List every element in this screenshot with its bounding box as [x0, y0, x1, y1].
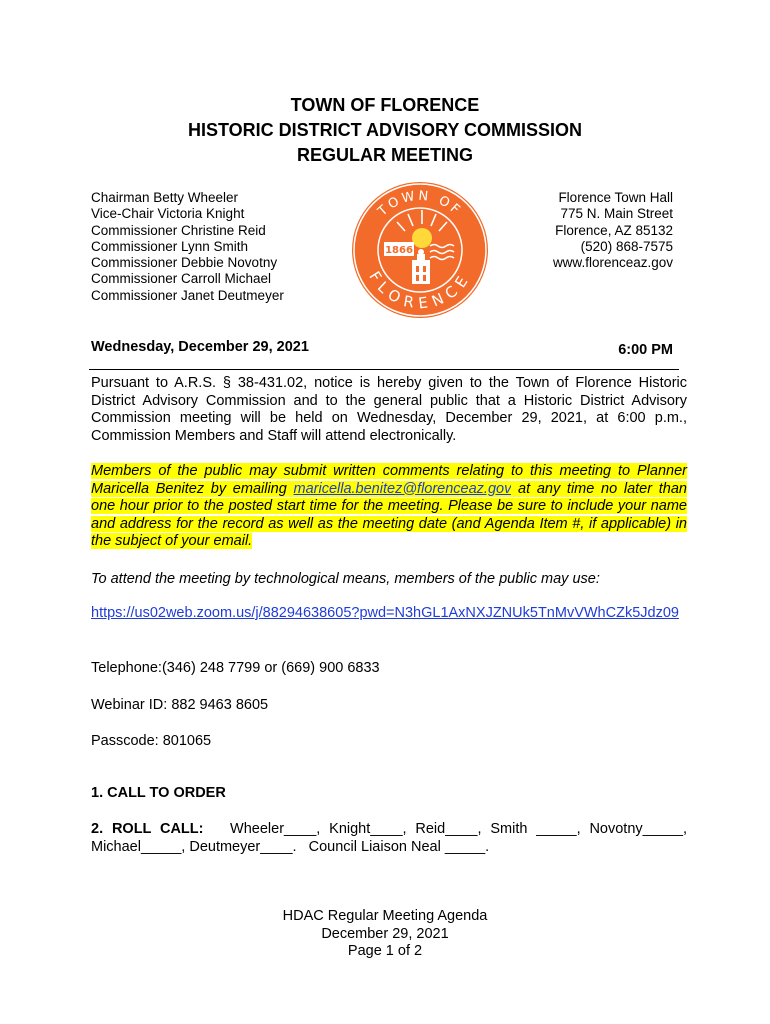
- agenda-item-roll-call: [91, 821, 692, 856]
- member-reid: Commissioner Christine Reid: [91, 222, 266, 238]
- svg-text:FLORENCE: FLORENCE: [365, 268, 475, 313]
- address-city: Florence, AZ 85132: [555, 222, 673, 238]
- doc-title-town: TOWN OF FLORENCE: [290, 95, 480, 115]
- svg-text:TOWN OF: TOWN OF: [375, 188, 465, 220]
- passcode: Passcode: 801065: [91, 733, 212, 749]
- member-michael: Commissioner Carroll Michael: [91, 271, 272, 287]
- meeting-date: Wednesday, December 29, 2021: [91, 339, 309, 355]
- address-website[interactable]: www.florenceaz.gov: [552, 255, 673, 271]
- address-name: Florence Town Hall: [558, 190, 673, 205]
- footer-page-number: Page 1 of 2: [347, 943, 423, 960]
- planner-email-link[interactable]: maricella.benitez@florenceaz.gov: [293, 480, 512, 497]
- doc-title-meeting: REGULAR MEETING: [296, 145, 473, 165]
- public-comment-text-before: Members of the public may submit written comments relating to this meeting to Planner Maricella Benitez by emailing: [91, 463, 687, 497]
- public-comment-text-after: at any time no later than one hour prior to the posted start time for the meeting. Please be sure to include your name and address for the record as well as the meeting date (and Agenda Item #, if applicable) in the subject of your email.: [91, 480, 687, 550]
- notice-paragraph: Pursuant to A.R.S. § 38-431.02, notice is hereby given to the Town of Florence Historic District Advisory Commission and to the general public that a Historic District Advisory Commission meeting will be held on Wednesday, December 29, 2021, at 6:00 p.m., Commission Members and Staff will attend electronically.: [91, 375, 687, 444]
- zoom-meeting-link[interactable]: https://us02web.zoom.us/j/88294638605?pwd=N3hGL1AxNXJZNUk5TnMvVWhCZk5Jdz09: [91, 605, 679, 621]
- attend-intro: To attend the meeting by technological means, members of the public may use:: [91, 571, 600, 587]
- agenda-item-call-to-order: 1. CALL TO ORDER: [91, 785, 226, 801]
- svg-text:1866: 1866: [385, 245, 413, 256]
- member-smith: Commissioner Lynn Smith: [91, 238, 249, 254]
- meeting-time: 6:00 PM: [618, 342, 673, 358]
- address-street: 775 N. Main Street: [560, 206, 673, 222]
- divider-rule: [89, 369, 679, 370]
- public-comment-paragraph: [91, 463, 687, 551]
- doc-title-commission: HISTORIC DISTRICT ADVISORY COMMISSION: [187, 120, 583, 140]
- footer-agenda-title: HDAC Regular Meeting Agenda: [282, 908, 488, 924]
- member-chairman: Chairman Betty Wheeler: [91, 190, 239, 205]
- member-novotny: Commissioner Debbie Novotny: [91, 255, 278, 271]
- commission-members: [91, 190, 284, 304]
- address-phone: (520) 868-7575: [580, 238, 673, 254]
- town-hall-address: [553, 190, 673, 271]
- telephone-numbers: Telephone:(346) 248 7799 or (669) 900 6833: [91, 660, 380, 676]
- member-deutmeyer: Commissioner Janet Deutmeyer: [91, 287, 284, 303]
- footer-date: December 29, 2021: [321, 925, 449, 942]
- roll-call-label: 2. ROLL CALL:: [91, 821, 204, 837]
- roll-call-names: Wheeler____, Knight____, Reid____, Smith _____, Novotny_____, Michael_____, Deutmeyer____. Council Liaison Neal _____.: [91, 821, 692, 855]
- webinar-id: Webinar ID: 882 9463 8605: [91, 697, 269, 713]
- footer: [0, 908, 770, 961]
- town-seal-logo: [350, 180, 490, 325]
- member-vice-chair: Vice-Chair Victoria Knight: [91, 206, 245, 222]
